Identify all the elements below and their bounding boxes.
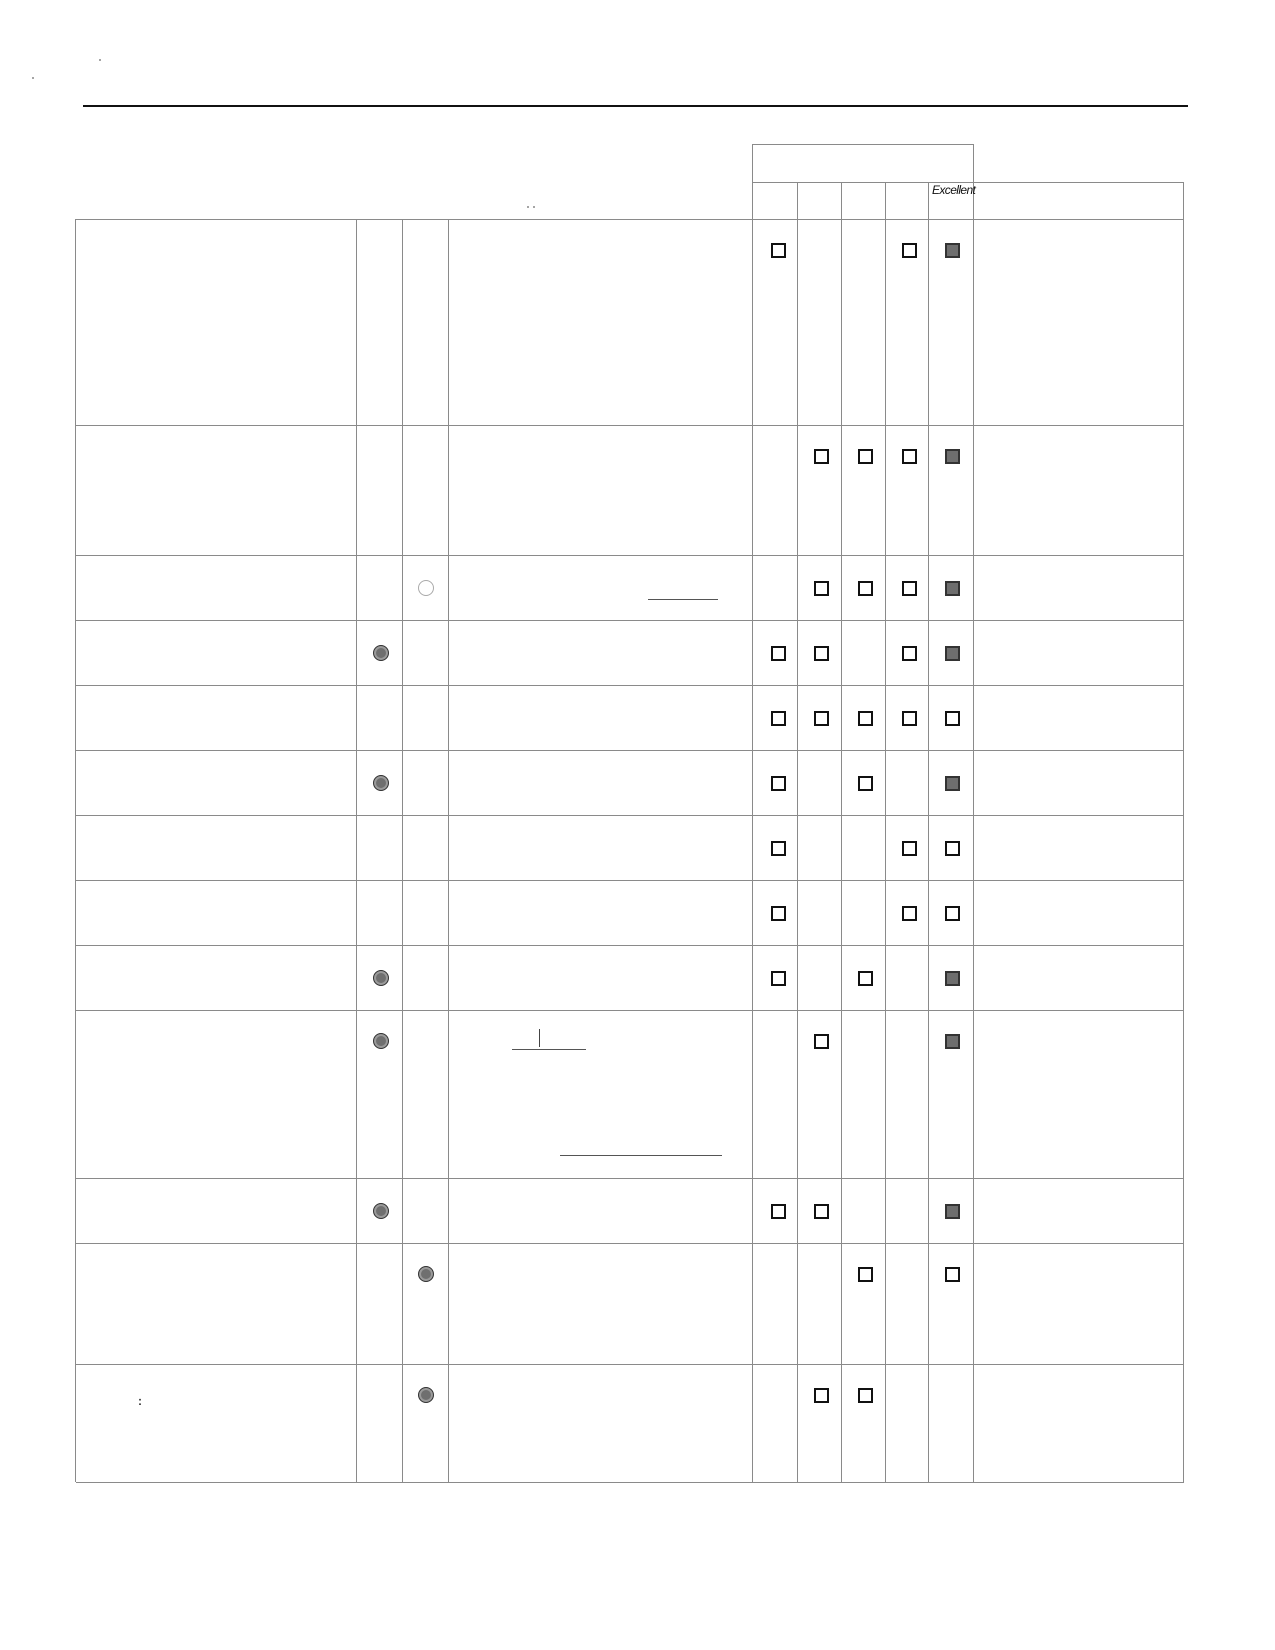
rating-checkbox[interactable]: [814, 581, 829, 596]
rating-checkbox[interactable]: [814, 1204, 829, 1219]
row-divider: [76, 685, 1184, 686]
rating-checkbox[interactable]: [945, 711, 960, 726]
colon-mark: :: [138, 1394, 142, 1408]
rating-checkbox[interactable]: [771, 1204, 786, 1219]
fill-line: [648, 599, 718, 600]
rating-checkbox[interactable]: [858, 581, 873, 596]
header-column-divider: [885, 182, 886, 219]
rating-checkbox[interactable]: [902, 841, 917, 856]
rating-checkbox[interactable]: [858, 1388, 873, 1403]
rating-checkbox[interactable]: [945, 776, 960, 791]
rating-checkbox[interactable]: [814, 449, 829, 464]
filled-radio[interactable]: [418, 1387, 434, 1403]
column-divider: [973, 219, 974, 1482]
rating-checkbox[interactable]: [858, 1267, 873, 1282]
row-divider: [76, 555, 1184, 556]
row-divider: [76, 815, 1184, 816]
row-divider: [76, 425, 1184, 426]
ink-dot: [99, 59, 101, 61]
rating-checkbox[interactable]: [858, 776, 873, 791]
column-divider: [841, 219, 842, 1482]
rating-checkbox[interactable]: [814, 711, 829, 726]
rating-checkbox[interactable]: [858, 971, 873, 986]
rating-checkbox[interactable]: [902, 711, 917, 726]
rating-checkbox[interactable]: [945, 646, 960, 661]
header-right-border: [1183, 182, 1184, 219]
rating-checkbox[interactable]: [771, 906, 786, 921]
rating-checkbox[interactable]: [858, 711, 873, 726]
filled-radio[interactable]: [418, 1266, 434, 1282]
rating-checkbox[interactable]: [945, 971, 960, 986]
rating-group-right-border: [973, 144, 974, 182]
rating-checkbox[interactable]: [771, 711, 786, 726]
row-divider: [76, 750, 1184, 751]
row-divider: [76, 1178, 1184, 1179]
rating-group-top-border: [752, 144, 974, 145]
row-divider: [76, 620, 1184, 621]
row-divider: [76, 945, 1184, 946]
rating-checkbox[interactable]: [902, 906, 917, 921]
rating-checkbox[interactable]: [902, 243, 917, 258]
column-divider: [448, 219, 449, 1482]
table-bottom-border: [76, 1482, 1184, 1483]
table-top-border: [76, 219, 1184, 220]
rating-checkbox[interactable]: [814, 646, 829, 661]
row-divider: [76, 880, 1184, 881]
pen-mark: [539, 1029, 540, 1047]
rating-checkbox[interactable]: [771, 243, 786, 258]
ink-dot: [32, 77, 34, 79]
empty-radio[interactable]: [418, 580, 434, 596]
filled-radio[interactable]: [373, 1203, 389, 1219]
rating-checkbox[interactable]: [902, 646, 917, 661]
rating-checkbox[interactable]: [771, 841, 786, 856]
rating-checkbox[interactable]: [945, 1267, 960, 1282]
fill-line: [560, 1155, 722, 1156]
header-column-divider: [797, 182, 798, 219]
row-divider: [76, 1364, 1184, 1365]
column-divider: [928, 219, 929, 1482]
column-divider: [885, 219, 886, 1482]
rating-checkbox[interactable]: [858, 449, 873, 464]
filled-radio[interactable]: [373, 775, 389, 791]
rating-checkbox[interactable]: [902, 581, 917, 596]
header-rule: [83, 105, 1188, 107]
rating-header-excellent: Excellent: [932, 183, 976, 197]
rating-checkbox[interactable]: [945, 243, 960, 258]
filled-radio[interactable]: [373, 1033, 389, 1049]
column-divider: [356, 219, 357, 1482]
filled-radio[interactable]: [373, 645, 389, 661]
ink-dot: [527, 206, 529, 208]
header-column-divider: [928, 182, 929, 219]
rating-checkbox[interactable]: [814, 1034, 829, 1049]
filled-radio[interactable]: [373, 970, 389, 986]
column-divider: [402, 219, 403, 1482]
table-right-border: [1183, 219, 1184, 1482]
rating-checkbox[interactable]: [945, 906, 960, 921]
rating-checkbox[interactable]: [945, 449, 960, 464]
rating-checkbox[interactable]: [771, 646, 786, 661]
rating-checkbox[interactable]: [814, 1388, 829, 1403]
table-left-border: [75, 219, 76, 1482]
header-column-divider: [841, 182, 842, 219]
rating-group-left-border: [752, 144, 753, 182]
rating-checkbox[interactable]: [902, 449, 917, 464]
row-divider: [76, 1243, 1184, 1244]
row-divider: [76, 1010, 1184, 1011]
rating-checkbox[interactable]: [771, 971, 786, 986]
header-column-divider: [752, 182, 753, 219]
rating-checkbox[interactable]: [945, 1034, 960, 1049]
rating-checkbox[interactable]: [945, 1204, 960, 1219]
column-divider: [752, 219, 753, 1482]
rating-checkbox[interactable]: [945, 841, 960, 856]
column-divider: [797, 219, 798, 1482]
ink-dot: [533, 206, 535, 208]
rating-checkbox[interactable]: [771, 776, 786, 791]
rating-checkbox[interactable]: [945, 581, 960, 596]
fill-line: [512, 1049, 586, 1050]
